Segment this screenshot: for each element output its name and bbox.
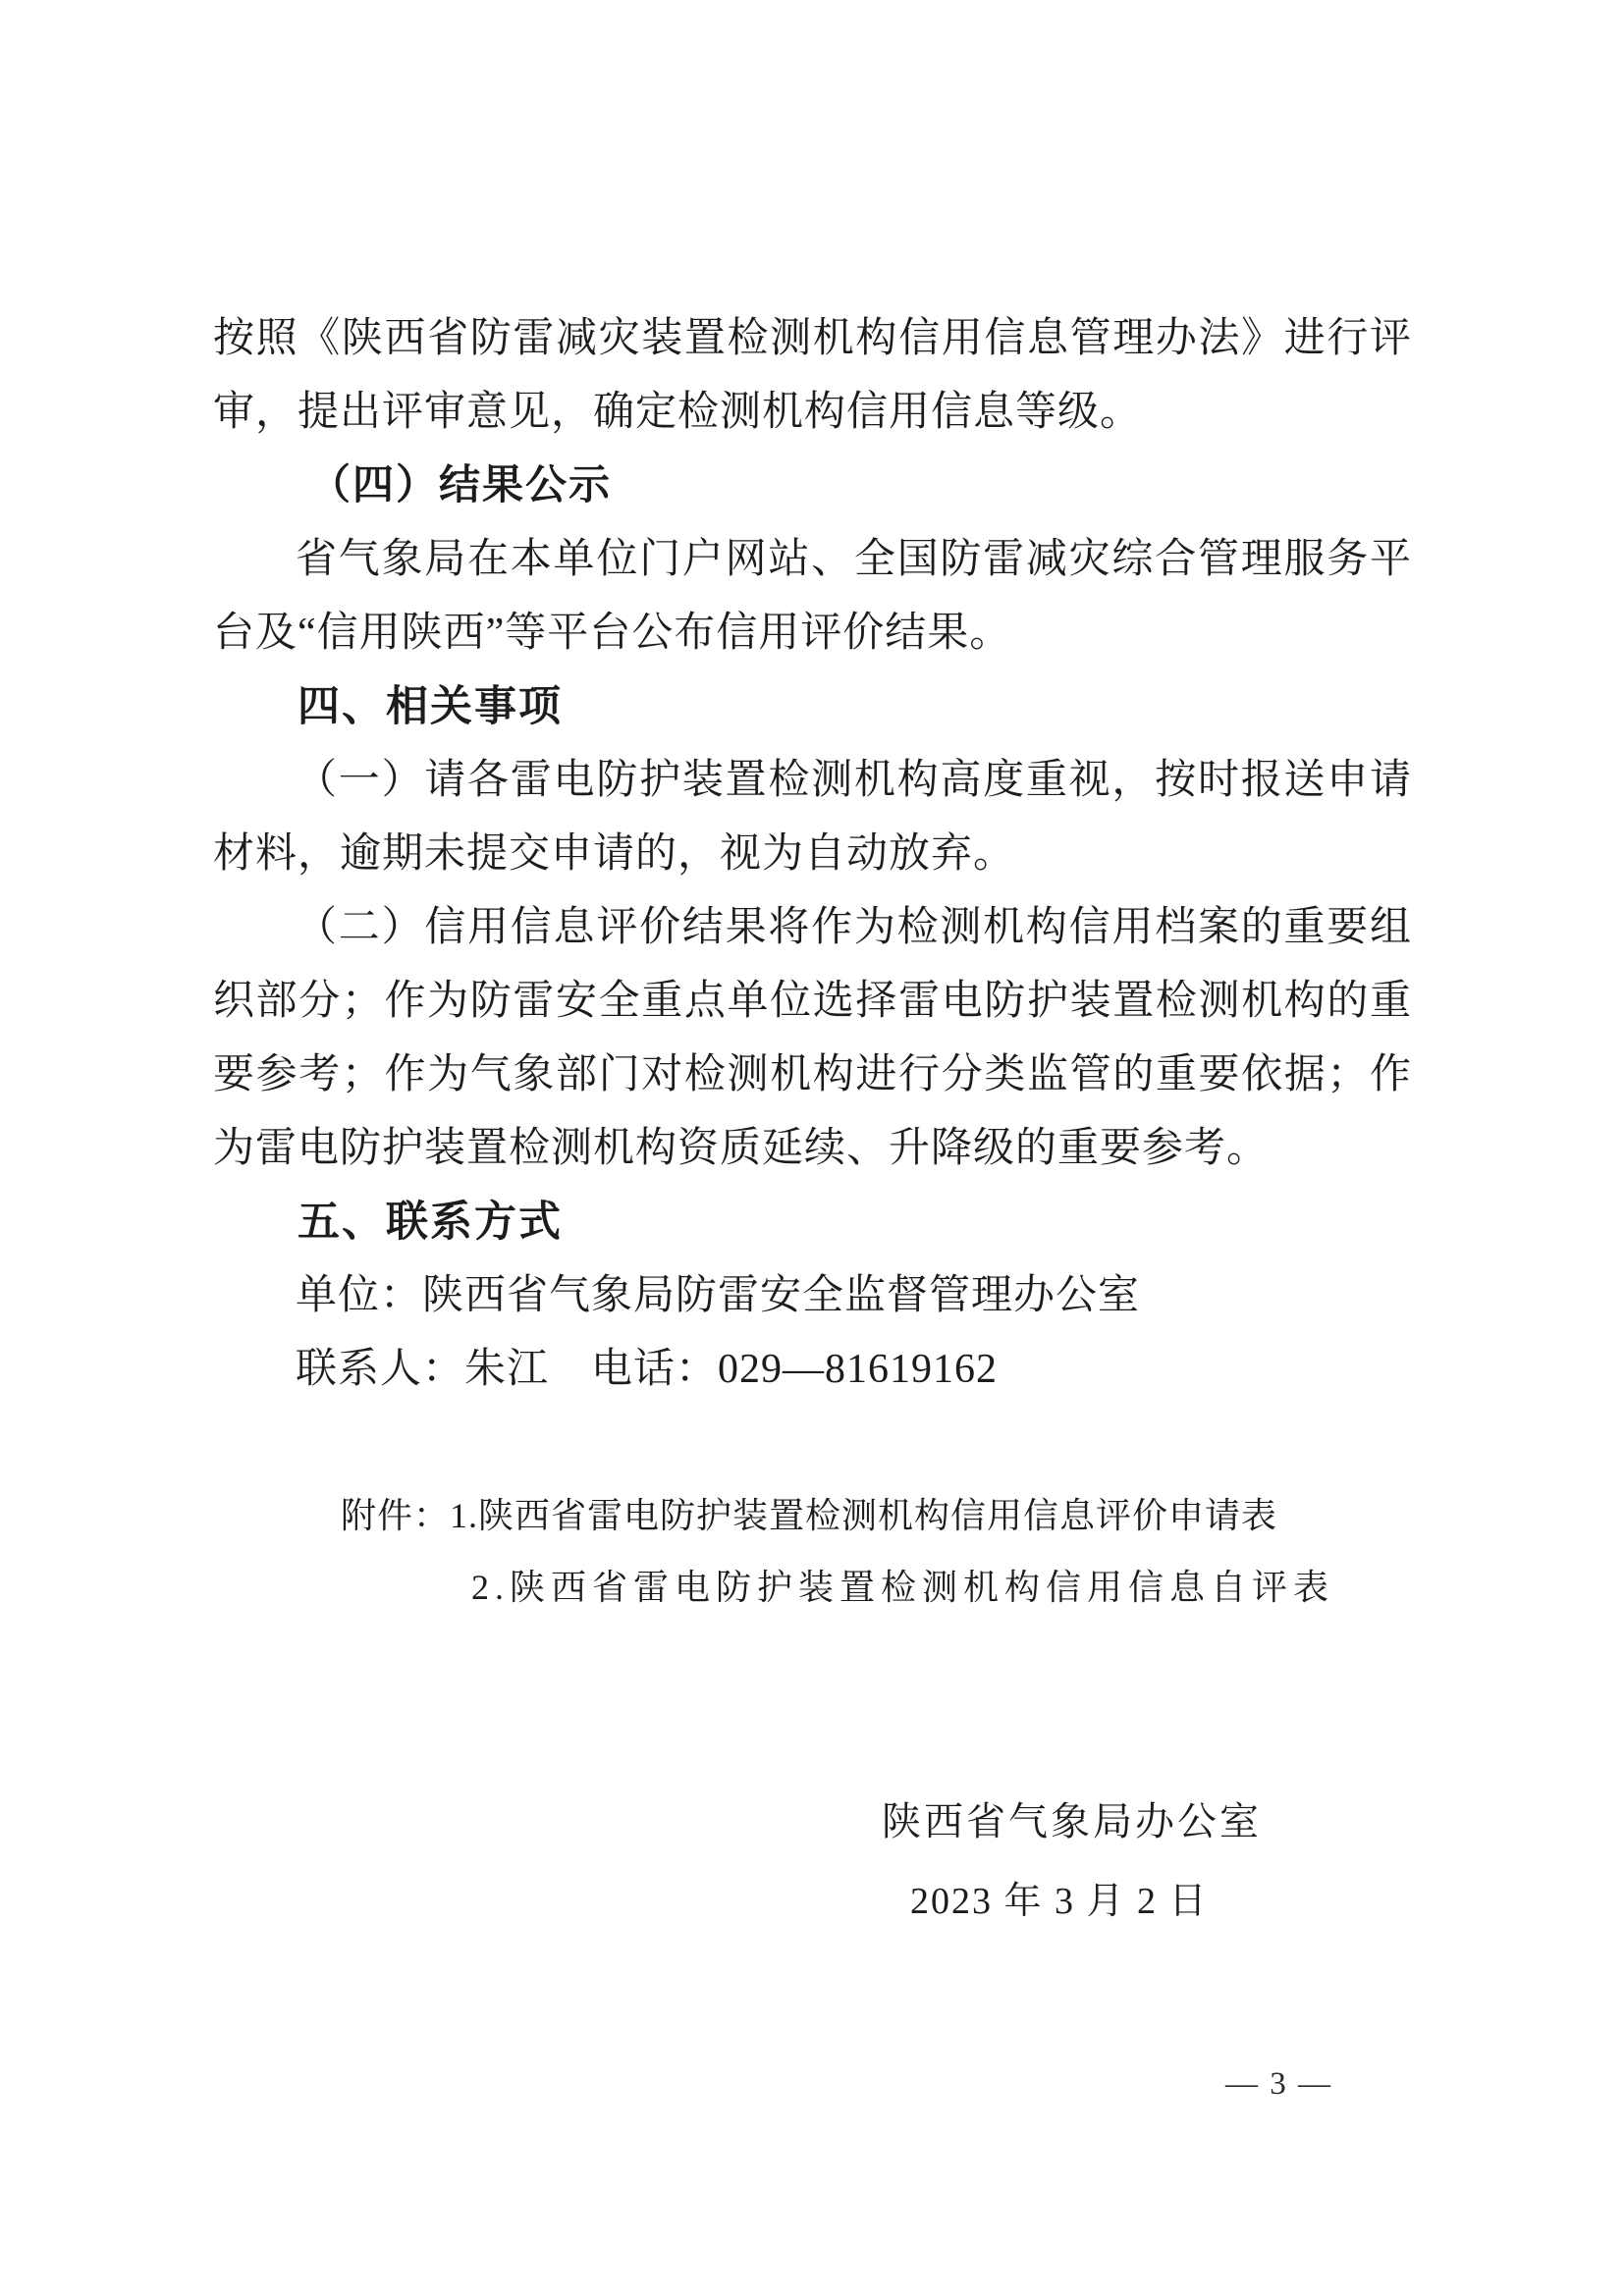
para-contact-unit: 单位：陕西省气象局防雷安全监督管理办公室	[296, 1273, 1141, 1318]
para-item2-line1: （二）信用信息评价结果将作为检测机构信用档案的重要组	[296, 905, 1411, 950]
heading-result-publicity: （四）结果公示	[309, 463, 613, 508]
para-item1-line1: （一）请各雷电防护装置检测机构高度重视，按时报送申请	[296, 758, 1411, 803]
para-item1-line2: 材料，逾期未提交申请的，视为自动放弃。	[213, 831, 1016, 877]
para-item2-line4: 为雷电防护装置检测机构资质延续、升降级的重要参考。	[213, 1126, 1270, 1171]
para-item2-line2: 织部分；作为防雷安全重点单位选择雷电防护装置检测机构的重	[213, 979, 1411, 1024]
document-body	[213, 302, 1411, 1407]
para-review-line1: 按照《陕西省防雷减灾装置检测机构信用信息管理办法》进行评	[213, 316, 1411, 361]
signature-date: 2023 年 3 月 2 日	[910, 1881, 1209, 1922]
heading-related-matters: 四、相关事项	[298, 684, 563, 730]
para-review-line2: 审，提出评审意见，确定检测机构信用信息等级。	[213, 390, 1143, 435]
heading-contact-info: 五、联系方式	[298, 1200, 563, 1246]
para-item2-line3: 要参考；作为气象部门对检测机构进行分类监管的重要依据；作	[213, 1052, 1411, 1097]
attachments-block	[341, 1480, 1470, 1624]
para-publicity-line1: 省气象局在本单位门户网站、全国防雷减灾综合管理服务平	[296, 537, 1411, 582]
attachment-item-1: 附件：1.陕西省雷电防护装置检测机构信用信息评价申请表	[341, 1496, 1278, 1535]
signature-office: 陕西省气象局办公室	[882, 1799, 1262, 1843]
attachment-item-2: 2.陕西省雷电防护装置检测机构信用信息自评表	[471, 1568, 1335, 1607]
para-contact-person-phone: 联系人：朱江 电话：029—81619162	[296, 1347, 999, 1392]
para-publicity-line2: 台及“信用陕西”等平台公布信用评价结果。	[213, 611, 1012, 656]
page-number: — 3 —	[1225, 2066, 1332, 2102]
